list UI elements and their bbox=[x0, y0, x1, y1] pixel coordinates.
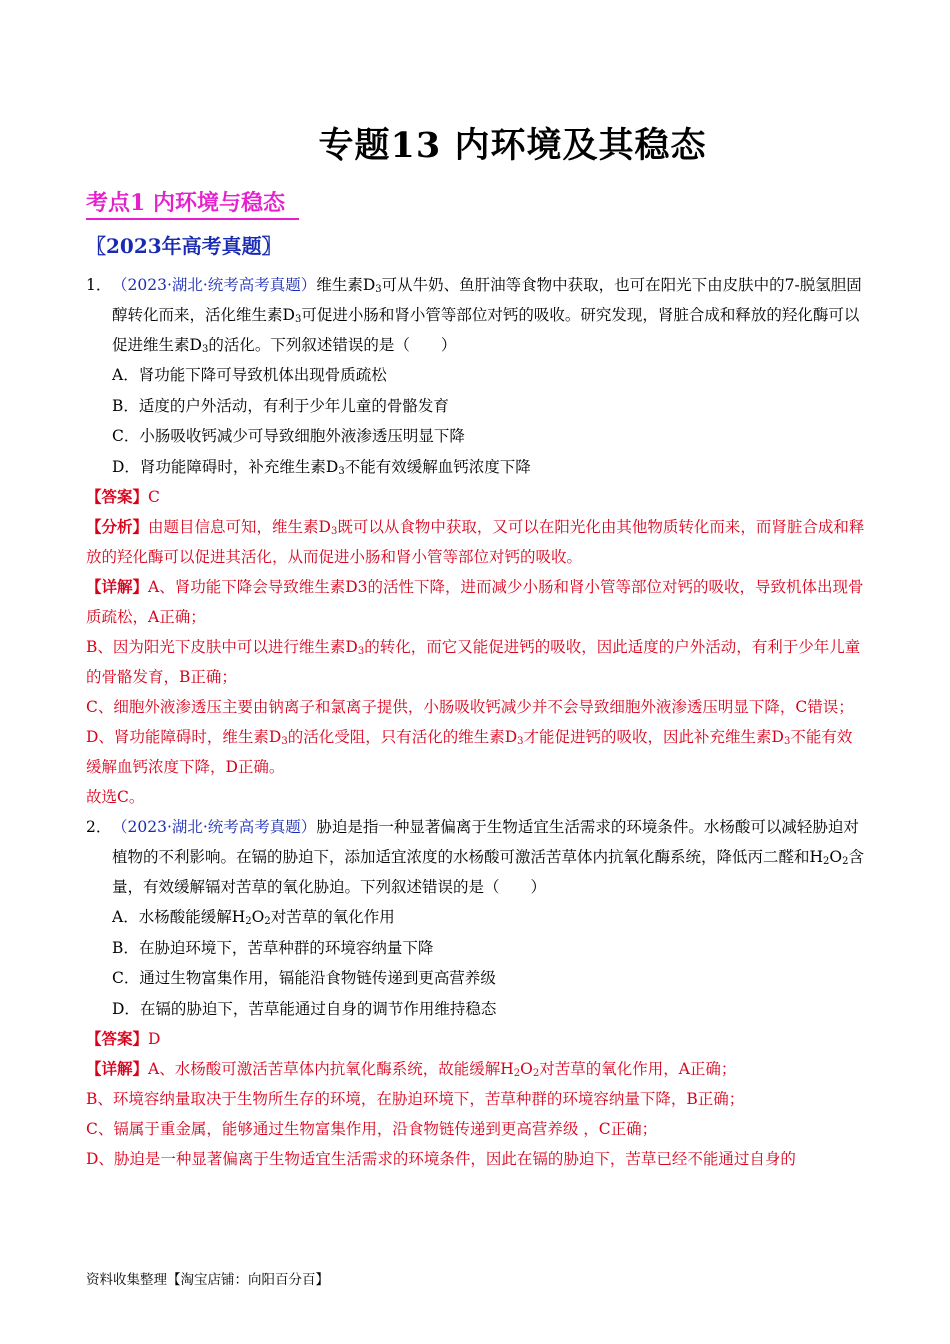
question-source: （2023·湖北·统考高考真题） bbox=[112, 276, 317, 294]
option-text: 对苦草的氧化作用 bbox=[270, 908, 395, 926]
detail-text: O bbox=[520, 1060, 533, 1078]
detail-text: 不能有效缓解血钙浓度下降，D正确。 bbox=[86, 728, 853, 776]
page-footer: 资料收集整理【淘宝店铺：向阳百分百】 bbox=[86, 1272, 329, 1288]
detail-b bbox=[86, 632, 866, 692]
analysis-text: 由题目信息可知，维生素D bbox=[148, 518, 331, 536]
question-1-stem bbox=[86, 270, 866, 360]
answer-tag: 【答案】 bbox=[86, 1029, 149, 1048]
option-text: A．水杨酸能缓解H bbox=[112, 908, 246, 926]
option-b: B．在胁迫环境下，苦草种群的环境容纳量下降 bbox=[112, 938, 434, 957]
question-number: 2． bbox=[86, 818, 112, 836]
subscript: 2 bbox=[842, 856, 849, 867]
detail-tag: 【详解】 bbox=[86, 1059, 149, 1078]
detail-text: 对苦草的氧化作用，A正确； bbox=[539, 1060, 737, 1078]
year-tag: 〖2023年高考真题〗 bbox=[86, 234, 282, 258]
option-c: C．通过生物富集作用，镉能沿食物链传递到更高营养级 bbox=[112, 969, 496, 987]
analysis bbox=[86, 512, 866, 572]
detail-text: A、肾功能下降会导致维生素D3的活性下降，进而减少小肠和肾小管等部位对钙的吸收，导致机体出现骨质疏松，A正确； bbox=[86, 578, 864, 626]
stem-text: 维生素D bbox=[316, 276, 376, 294]
subscript: 3 bbox=[281, 736, 288, 747]
question-2-stem bbox=[86, 812, 866, 902]
answer-value: C bbox=[148, 488, 160, 506]
option-d bbox=[86, 452, 866, 483]
section-heading: 考点1 内环境与稳态 bbox=[86, 186, 299, 220]
option-d: D．在镉的胁迫下，苦草能通过自身的调节作用维持稳态 bbox=[112, 999, 497, 1018]
option-c: C．小肠吸收钙减少可导致细胞外液渗透压明显下降 bbox=[112, 427, 465, 445]
answer bbox=[86, 1024, 866, 1054]
subscript: 3 bbox=[294, 314, 302, 325]
stem-text: 含量，有效缓解镉对苦草的氧化胁迫。下列叙述错误的是（ ） bbox=[112, 848, 865, 896]
content bbox=[86, 270, 866, 1174]
answer-value: D bbox=[148, 1030, 161, 1048]
subscript: 2 bbox=[823, 856, 830, 867]
detail-text: 的活化受阻，只有活化的维生素D bbox=[287, 728, 518, 746]
option-text: 不能有效缓解血钙浓度下降 bbox=[344, 457, 531, 476]
question-source: （2023·湖北·统考高考真题） bbox=[112, 818, 317, 836]
question-2 bbox=[86, 812, 866, 1174]
answer bbox=[86, 482, 866, 512]
stem-text: 胁迫是指一种显著偏离于生物适宜生活需求的环境条件。水杨酸可以减轻胁迫对植物的不利影响。在镉的胁迫下，添加适宜浓度的水杨酸可激活苦草体内抗氧化酶系统，降低丙二醛和H bbox=[112, 818, 859, 866]
subscript: 3 bbox=[357, 646, 365, 657]
subscript: 3 bbox=[338, 465, 345, 477]
option-b: B．适度的户外活动，有利于少年儿童的骨骼发育 bbox=[112, 396, 449, 415]
detail-a bbox=[86, 1054, 866, 1084]
page-title: 专题13 内环境及其稳态 bbox=[318, 125, 707, 166]
stem-text: 可从牛奶、鱼肝油等食物中获取，也可在阳光下由皮肤中的7-脱氢胆固醇转化而来，活化维生素D bbox=[112, 276, 862, 324]
subscript: 2 bbox=[245, 916, 252, 927]
detail-text: 才能促进钙的吸收，因此补充维生素D bbox=[523, 728, 784, 746]
detail-b: B、环境容纳量取决于生物所生存的环境，在胁迫环境下，苦草种群的环境容纳量下降，B正确； bbox=[86, 1090, 745, 1108]
detail-text: A、水杨酸可激活苦草体内抗氧化酶系统，故能缓解H bbox=[148, 1060, 514, 1078]
subscript: 3 bbox=[201, 344, 209, 355]
subscript: 3 bbox=[783, 736, 791, 747]
analysis-text: 既可以从食物中获取，又可以在阳光化由其他物质转化而来，而肾脏合成和释放的羟化酶可以促进其活化，从而促进小肠和肾小管等部位对钙的吸收。 bbox=[86, 518, 865, 566]
option-a: A．肾功能下降可导致机体出现骨质疏松 bbox=[112, 366, 387, 384]
detail-a bbox=[86, 572, 866, 632]
detail-text: 的转化，而它又能促进钙的吸收，因此适度的户外活动，有利于少年儿童的骨骼发育，B正确； bbox=[86, 638, 861, 686]
subscript: 2 bbox=[513, 1068, 521, 1079]
stem-text: 的活化。下列叙述错误的是（ ） bbox=[208, 336, 457, 354]
detail-c: C、细胞外液渗透压主要由钠离子和氯离子提供，小肠吸收钙减少并不会导致细胞外液渗透压明显下降，C错误； bbox=[86, 698, 854, 716]
detail-text: B、因为阳光下皮肤中可以进行维生素D bbox=[86, 638, 358, 656]
subscript: 2 bbox=[264, 916, 271, 927]
stem-text: O bbox=[829, 848, 843, 866]
detail-text: D、肾功能障碍时，维生素D bbox=[86, 728, 282, 746]
conclusion: 故选C。 bbox=[86, 788, 145, 806]
subscript: 3 bbox=[330, 526, 338, 537]
stem-text: 可促进小肠和肾小管等部位对钙的吸收。研究发现，肾脏合成和释放的羟化酶可以促进维生素D bbox=[112, 306, 860, 354]
option-text: O bbox=[251, 908, 265, 926]
subscript: 3 bbox=[517, 736, 524, 747]
question-1 bbox=[86, 270, 866, 812]
analysis-tag: 【分析】 bbox=[86, 517, 149, 536]
detail-d bbox=[86, 722, 866, 782]
detail-tag: 【详解】 bbox=[86, 577, 149, 596]
subscript: 3 bbox=[375, 284, 382, 295]
option-text: D．肾功能障碍时，补充维生素D bbox=[112, 457, 339, 476]
detail-c: C、镉属于重金属，能够通过生物富集作用，沿食物链传递到更高营养级 ，C正确； bbox=[86, 1120, 658, 1138]
question-number: 1． bbox=[86, 276, 112, 294]
answer-tag: 【答案】 bbox=[86, 487, 149, 506]
detail-d: D、胁迫是一种显著偏离于生物适宜生活需求的环境条件，因此在镉的胁迫下，苦草已经不能通过自身的 bbox=[86, 1150, 796, 1168]
subscript: 2 bbox=[532, 1068, 540, 1079]
option-a bbox=[86, 902, 866, 933]
